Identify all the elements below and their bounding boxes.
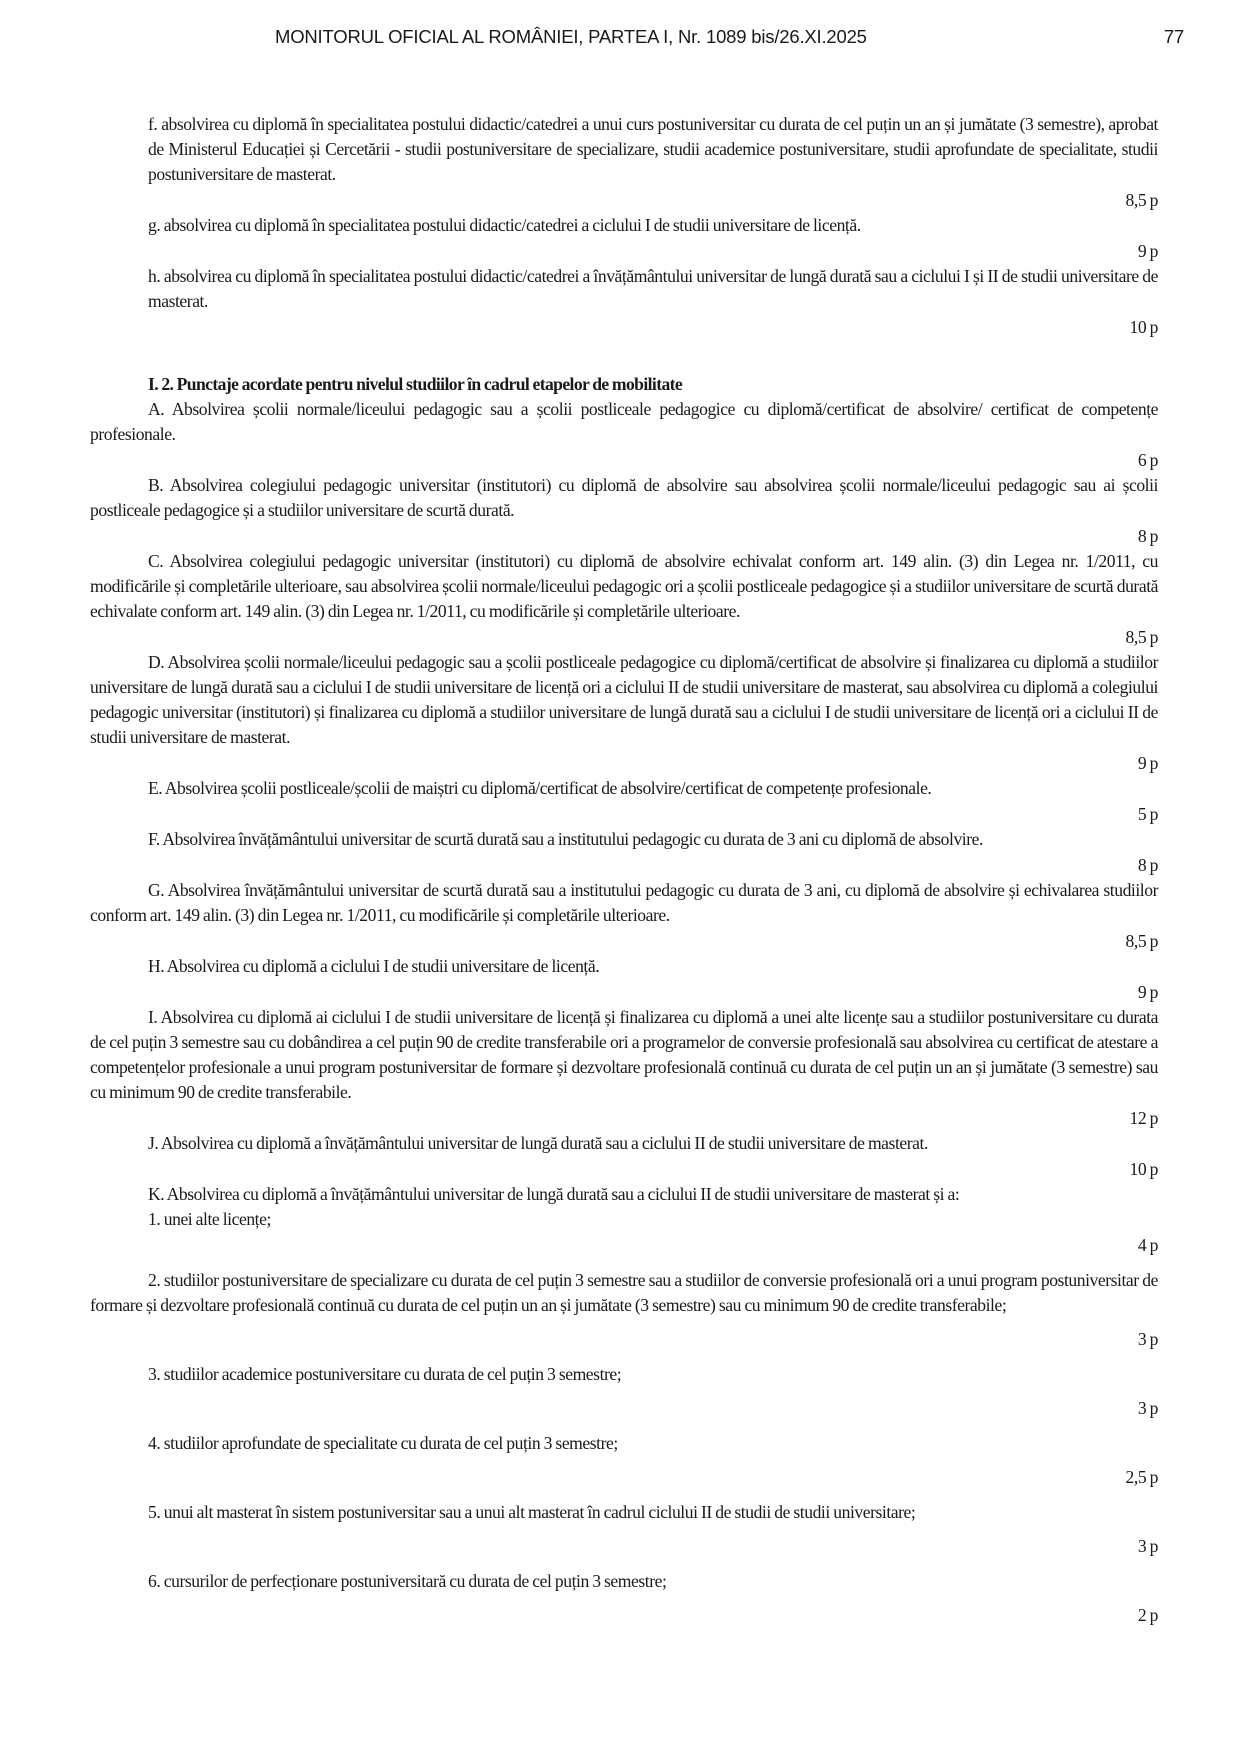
subitem-2	[90, 1268, 1158, 1352]
list-item-h	[90, 264, 1158, 340]
document-body	[90, 112, 1158, 1628]
item-text: f. absolvirea cu diplomă în specialitatea postului didactic/catedrei a unui curs postuniversitar cu durata de cel puțin un an și jumătate (3 semestre), aprobat de Ministerul Educației și Cercetării - studii postuniversitare de specializare, studii academice postuniversitare, studii aprofundate de specialitate, studii postuniversitare de masterat.	[148, 114, 1158, 184]
list-item-f	[90, 112, 1158, 213]
subitem-score: 3 p	[1137, 1536, 1158, 1556]
item-score: 8 p	[1137, 855, 1158, 875]
item-score: 8,5 p	[1125, 190, 1158, 210]
subitem-6	[90, 1569, 1158, 1628]
item-score: 9 p	[1137, 241, 1158, 261]
item-score: 10 p	[1129, 317, 1158, 337]
list-item-f-upper	[90, 827, 1158, 878]
item-text: I. Absolvirea cu diplomă ai ciclului I de studii universitare de licență și finalizarea cu diplomă a unei alte licențe sau a studiilor postuniversitare cu durata de cel puțin 3 semestre sau cu dobândirea a cel puțin 90 de credite transferabile ori a programelor de conversie profesională sau absolvirea cu certificat de atestare a competențelor profesionale a unui program postuniversitar de formare și dezvoltare profesională continuă cu durata de cel puțin un an și jumătate (3 semestre) sau cu minimum 90 de credite transferabile.	[90, 1007, 1158, 1102]
list-item-j-upper	[90, 1131, 1158, 1182]
item-k-intro: K. Absolvirea cu diplomă a învățământului universitar de lungă durată sau a ciclului II de studii universitare de masterat și a:	[148, 1184, 960, 1204]
subitem-score: 2,5 p	[1125, 1467, 1158, 1487]
item-text: g. absolvirea cu diplomă în specialitatea postului didactic/catedrei a ciclului I de studii universitare de licență.	[148, 215, 861, 235]
list-item-g	[90, 213, 1158, 264]
list-item-b	[90, 473, 1158, 549]
item-text: A. Absolvirea școlii normale/liceului pedagogic sau a școlii postliceale pedagogice cu diplomă/certificat de absolvire/ certificat de competențe profesionale.	[90, 399, 1158, 444]
list-item-g-upper	[90, 878, 1158, 954]
subitem-text: 1. unei alte licențe;	[148, 1209, 271, 1229]
list-item-c	[90, 549, 1158, 650]
subitem-score: 3 p	[1137, 1398, 1158, 1418]
subitem-text: 2. studiilor postuniversitare de specializare cu durata de cel puțin 3 semestre sau a studiilor de conversie profesională ori a unui program postuniversitar de formare și dezvoltare profesională continuă cu durata de cel puțin un an și jumătate (3 semestre) sau cu minimum 90 de credite transferabile;	[90, 1270, 1158, 1315]
page-number: 77	[1163, 26, 1184, 47]
item-score: 6 p	[1137, 450, 1158, 470]
item-text: F. Absolvirea învățământului universitar de scurtă durată sau a institutului pedagogic cu durata de 3 ani cu diplomă de absolvire.	[148, 829, 983, 849]
item-score: 9 p	[1137, 753, 1158, 773]
item-text: E. Absolvirea școlii postliceale/școlii de maiștri cu diplomă/certificat de absolvire/certificat de competențe profesionale.	[148, 778, 932, 798]
item-text: G. Absolvirea învățământului universitar de scurtă durată sau a institutului pedagogic cu durata de 3 ani, cu diplomă de absolvire și echivalarea studiilor conform art. 149 alin. (3) din Legea nr. 1/2011, cu modificările și completările ulterioare.	[90, 880, 1158, 925]
subitem-text: 5. unui alt masterat în sistem postuniversitar sau a unui alt masterat în cadrul ciclului II de studii de studii universitare;	[148, 1502, 916, 1522]
item-text: J. Absolvirea cu diplomă a învățământului universitar de lungă durată sau a ciclului II de studii universitare de masterat.	[148, 1133, 928, 1153]
subitem-score: 3 p	[1137, 1329, 1158, 1349]
item-text: B. Absolvirea colegiului pedagogic universitar (institutori) cu diplomă de absolvire sau absolvirea școlii normale/liceului pedagogic sau ai școlii postliceale pedagogice și a studiilor universitare de scurtă durată.	[90, 475, 1158, 520]
item-score: 8,5 p	[1125, 931, 1158, 951]
list-item-h-upper	[90, 954, 1158, 1005]
item-text: D. Absolvirea școlii normale/liceului pedagogic sau a școlii postliceale pedagogice cu diplomă/certificat de absolvire și finalizarea cu diplomă a studiilor universitare de lungă durată sau a ciclului I de studii universitare de licență ori a ciclului II de studii universitare de masterat, sau absolvirea cu diplomă a colegiului pedagogic universitar (institutori) și finalizarea cu diplomă a studiilor universitare de lungă durată sau a ciclului I de studii universitare de licență ori a ciclului II de studii universitare de masterat.	[90, 652, 1158, 747]
publication-title: MONITORUL OFICIAL AL ROMÂNIEI, PARTEA I, Nr. 1089 bis/26.XI.2025	[275, 26, 867, 47]
subitem-1	[90, 1207, 1158, 1258]
list-item-k-upper	[90, 1182, 1158, 1628]
subitem-score: 4 p	[1137, 1235, 1158, 1255]
list-item-i-upper	[90, 1005, 1158, 1131]
list-item-d	[90, 650, 1158, 776]
subitem-5	[90, 1500, 1158, 1559]
page-header	[0, 22, 1240, 52]
item-score: 5 p	[1137, 804, 1158, 824]
item-score: 8 p	[1137, 526, 1158, 546]
subitem-text: 3. studiilor academice postuniversitare cu durata de cel puțin 3 semestre;	[148, 1364, 622, 1384]
item-text: H. Absolvirea cu diplomă a ciclului I de studii universitare de licență.	[148, 956, 600, 976]
item-text: h. absolvirea cu diplomă în specialitatea postului didactic/catedrei a învățământului universitar de lungă durată sau a ciclului I și II de studii universitare de masterat.	[148, 266, 1158, 311]
subitem-text: 4. studiilor aprofundate de specialitate cu durata de cel puțin 3 semestre;	[148, 1433, 618, 1453]
item-score: 10 p	[1129, 1159, 1158, 1179]
subitem-text: 6. cursurilor de perfecționare postuniversitară cu durata de cel puțin 3 semestre;	[148, 1571, 667, 1591]
list-item-e	[90, 776, 1158, 827]
subitem-3	[90, 1362, 1158, 1421]
subitem-4	[90, 1431, 1158, 1490]
list-item-a	[90, 397, 1158, 473]
subitem-score: 2 p	[1137, 1605, 1158, 1625]
item-score: 8,5 p	[1125, 627, 1158, 647]
item-text: C. Absolvirea colegiului pedagogic universitar (institutori) cu diplomă de absolvire echivalat conform art. 149 alin. (3) din Legea nr. 1/2011, cu modificările și completările ulterioare, sau absolvirea școlii normale/liceului pedagogic ori a școlii postliceale pedagogice și a studiilor universitare de scurtă durată echivalate conform art. 149 alin. (3) din Legea nr. 1/2011, cu modificările și completările ulterioare.	[90, 551, 1158, 621]
section-heading: I. 2. Punctaje acordate pentru nivelul studiilor în cadrul etapelor de mobilitate	[148, 374, 683, 394]
item-score: 9 p	[1137, 982, 1158, 1002]
item-score: 12 p	[1129, 1108, 1158, 1128]
